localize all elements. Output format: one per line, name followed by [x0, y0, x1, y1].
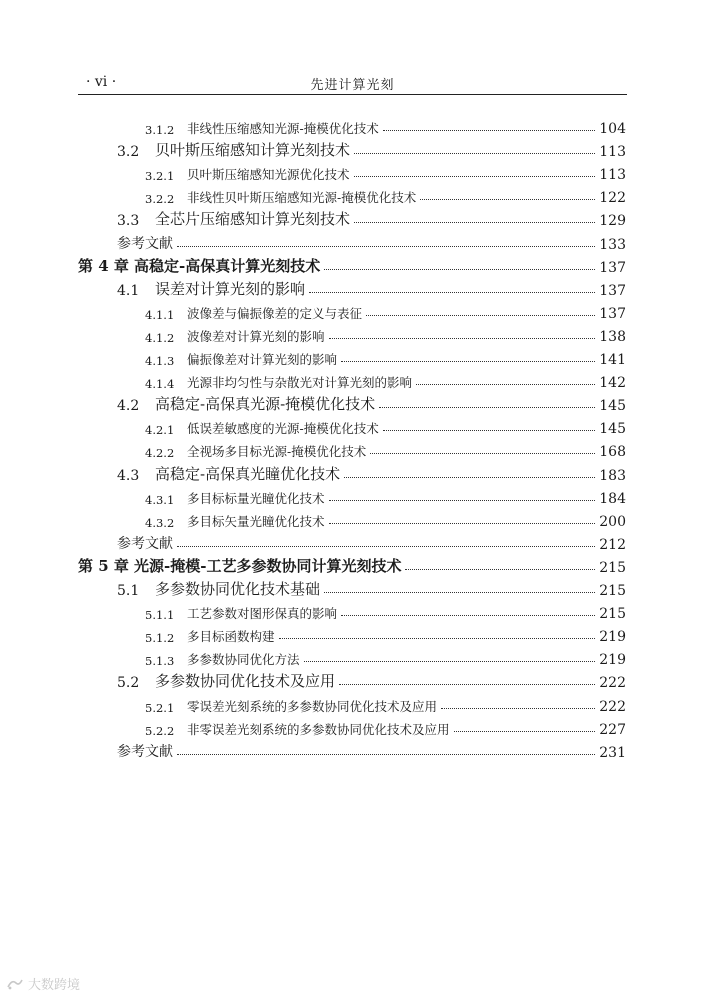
toc-entry-page: 222 — [599, 675, 626, 692]
dot-leader — [341, 361, 595, 362]
toc-subsection-entry[interactable] — [145, 369, 626, 391]
toc-entry-page: 227 — [599, 721, 626, 738]
toc-entry-page: 215 — [599, 606, 626, 623]
toc-entry-title: 波像差对计算光刻的影响 — [187, 328, 325, 344]
toc-entry-page: 168 — [599, 444, 626, 461]
toc-entry-number: 4.3.2 — [145, 515, 175, 530]
toc-subsection-entry[interactable] — [145, 415, 626, 437]
toc-entry-title: 全视场多目标光源-掩模优化技术 — [187, 444, 367, 460]
toc-entry-number: 5.1.2 — [145, 631, 175, 646]
dot-leader — [177, 546, 595, 547]
toc-entry-number: 3.2.1 — [145, 169, 175, 184]
toc-chapter-entry[interactable] — [78, 554, 626, 576]
dot-leader — [354, 176, 596, 177]
toc-entry-title: 多参数协同优化方法 — [187, 652, 300, 668]
toc-entry-title: 多参数协同优化技术及应用 — [155, 672, 336, 691]
dot-leader — [177, 246, 595, 247]
toc-entry-title: 参考文献 — [117, 535, 173, 552]
dot-leader — [341, 615, 595, 616]
dot-leader — [354, 153, 595, 154]
dot-leader — [324, 592, 595, 593]
dot-leader — [339, 684, 595, 685]
toc-subsection-entry[interactable] — [145, 600, 626, 622]
toc-entry-title: 参考文献 — [117, 743, 173, 760]
toc-entry-page: 184 — [599, 490, 626, 507]
toc-entry-page: 212 — [599, 536, 626, 553]
toc-entry-number: 4.1.4 — [145, 377, 175, 392]
toc-entry-title: 偏振像差对计算光刻的影响 — [187, 352, 338, 367]
toc-entry-page: 133 — [599, 236, 626, 253]
toc-subsection-entry[interactable] — [145, 508, 626, 530]
toc-entry-number: 4.1.1 — [145, 307, 175, 322]
toc-entry-number: 4.1.2 — [145, 330, 175, 345]
toc-entry-number: 第 5 章 — [78, 556, 129, 575]
toc-section-entry[interactable] — [117, 462, 626, 484]
toc-entry-title: 参考文献 — [117, 235, 173, 252]
toc-entry-number: 5.2.1 — [145, 700, 175, 715]
dot-leader — [354, 222, 595, 223]
page-number: · vi · — [86, 74, 117, 90]
toc-references-entry[interactable] — [117, 231, 626, 253]
toc-entry-number: 4.2 — [117, 398, 140, 415]
toc-entry-page: 113 — [599, 167, 626, 184]
toc-entry-title: 高稳定-高保真光瞳优化技术 — [155, 464, 341, 483]
watermark — [6, 974, 80, 993]
dot-leader — [309, 292, 595, 293]
running-title: 先进计算光刻 — [310, 78, 395, 93]
dot-leader — [379, 407, 595, 408]
toc-entry-page: 141 — [599, 352, 626, 368]
toc-entry-title: 高稳定-高保真光源-掩模优化技术 — [155, 395, 376, 414]
toc-subsection-entry[interactable] — [145, 300, 626, 322]
toc-subsection-entry[interactable] — [145, 115, 626, 137]
dot-leader — [383, 430, 596, 431]
toc-entry-title: 光源非均匀性与杂散光对计算光刻的影响 — [187, 375, 413, 391]
dot-leader — [370, 453, 595, 454]
toc-entry-title: 光源-掩模-工艺多参数协同计算光刻技术 — [134, 556, 402, 575]
toc-entry-page: 215 — [599, 559, 626, 576]
toc-entry-page: 137 — [599, 259, 626, 276]
toc-entry-title: 多目标标量光瞳优化技术 — [187, 490, 325, 506]
toc-entry-title: 低误差敏感度的光源-掩模优化技术 — [187, 421, 379, 437]
dot-leader — [324, 269, 595, 270]
toc-entry-number: 4.1.3 — [145, 354, 175, 368]
toc-entry-title: 贝叶斯压缩感知光源优化技术 — [187, 167, 350, 183]
dot-leader — [344, 477, 595, 478]
toc-subsection-entry[interactable] — [145, 693, 626, 715]
toc-entry-number: 5.1 — [117, 583, 140, 599]
toc-entry-title: 多目标函数构建 — [187, 629, 275, 645]
toc-entry-number: 5.1.1 — [145, 608, 175, 623]
toc-entry-number: 5.2 — [117, 675, 140, 692]
toc-entry-number: 3.2 — [117, 144, 140, 161]
toc-subsection-entry[interactable] — [145, 623, 626, 645]
watermark-logo-icon — [6, 977, 24, 991]
toc-entry-number: 4.3 — [117, 467, 140, 484]
toc-entry-title: 高稳定-高保真计算光刻技术 — [134, 256, 321, 275]
toc-entry-page: 215 — [599, 583, 626, 599]
toc-entry-title: 多参数协同优化技术基础 — [155, 580, 321, 598]
toc-entry-page: 129 — [599, 213, 626, 230]
toc-entry-page: 145 — [599, 398, 626, 415]
dot-leader — [177, 754, 595, 755]
toc-entry-number: 3.3 — [117, 213, 140, 230]
toc-entry-page: 113 — [599, 144, 626, 161]
dot-leader — [329, 523, 596, 524]
watermark-text: 大数跨境 — [28, 978, 81, 993]
toc-entry-number: 4.3.1 — [145, 492, 175, 507]
toc-references-entry[interactable] — [117, 531, 626, 553]
toc-entry-number: 3.1.2 — [145, 123, 175, 137]
toc-entry-number: 4.2.1 — [145, 423, 175, 438]
toc-entry-title: 零误差光刻系统的多参数协同优化技术及应用 — [187, 698, 438, 714]
dot-leader — [329, 500, 596, 501]
toc-entry-page: 122 — [599, 190, 626, 207]
toc-entry-page: 231 — [599, 744, 626, 761]
toc-entry-number: 5.2.2 — [145, 723, 175, 738]
toc-entry-page: 183 — [599, 467, 626, 484]
dot-leader — [279, 638, 596, 639]
dot-leader — [416, 384, 595, 385]
toc-subsection-entry[interactable] — [145, 346, 626, 368]
toc-entry-title: 工艺参数对图形保真的影响 — [187, 606, 338, 622]
dot-leader — [366, 315, 595, 316]
toc-entry-title: 非线性贝叶斯压缩感知光源-掩模优化技术 — [187, 190, 417, 206]
toc-entry-number: 3.2.2 — [145, 192, 175, 207]
toc-subsection-entry[interactable] — [145, 323, 626, 345]
toc-entry-title: 误差对计算光刻的影响 — [155, 279, 306, 298]
toc-entry-page: 137 — [599, 305, 626, 322]
toc-entry-page: 222 — [599, 698, 626, 715]
dot-leader — [441, 708, 595, 709]
toc-entry-title: 全芯片压缩感知计算光刻技术 — [155, 210, 351, 229]
toc-section-entry[interactable] — [117, 392, 626, 414]
toc-chapter-entry[interactable] — [78, 254, 626, 276]
dot-leader — [405, 569, 595, 570]
toc-section-entry[interactable] — [117, 138, 626, 160]
toc-entry-page: 142 — [599, 375, 626, 392]
dot-leader — [454, 731, 596, 732]
toc-entry-page: 138 — [599, 328, 626, 345]
toc-entry-number: 5.1.3 — [145, 654, 175, 669]
page-header — [78, 70, 627, 95]
toc-subsection-entry[interactable] — [145, 646, 626, 668]
toc-entry-number: 4.2.2 — [145, 446, 175, 461]
toc-subsection-entry[interactable] — [145, 485, 626, 507]
toc-references-entry[interactable] — [117, 739, 626, 761]
toc-entry-title: 非线性压缩感知光源-掩模优化技术 — [187, 121, 379, 136]
toc-entry-number: 第 4 章 — [78, 256, 129, 275]
toc-subsection-entry[interactable] — [145, 184, 626, 206]
toc-entry-page: 219 — [599, 629, 626, 646]
toc-subsection-entry[interactable] — [145, 161, 626, 183]
toc-section-entry[interactable] — [117, 207, 626, 229]
toc-entry-page: 219 — [599, 652, 626, 669]
toc-subsection-entry[interactable] — [145, 438, 626, 460]
dot-leader — [304, 661, 596, 662]
toc-section-entry[interactable] — [117, 577, 626, 599]
dot-leader — [420, 199, 595, 200]
toc-entry-page: 200 — [599, 513, 626, 530]
toc-entry-page: 145 — [599, 421, 626, 438]
toc-entry-page: 104 — [599, 121, 626, 137]
toc-entry-title: 波像差与偏振像差的定义与表征 — [187, 305, 363, 321]
dot-leader — [329, 338, 596, 339]
toc-entry-title: 多目标矢量光瞳优化技术 — [187, 513, 325, 529]
toc-section-entry[interactable] — [117, 669, 626, 691]
toc-entry-number: 4.1 — [117, 282, 140, 299]
toc-entry-page: 137 — [599, 282, 626, 299]
dot-leader — [383, 130, 596, 131]
toc-entry-title: 贝叶斯压缩感知计算光刻技术 — [155, 141, 351, 160]
toc-section-entry[interactable] — [117, 277, 626, 299]
toc-entry-title: 非零误差光刻系统的多参数协同优化技术及应用 — [187, 721, 450, 737]
toc-subsection-entry[interactable] — [145, 716, 626, 738]
